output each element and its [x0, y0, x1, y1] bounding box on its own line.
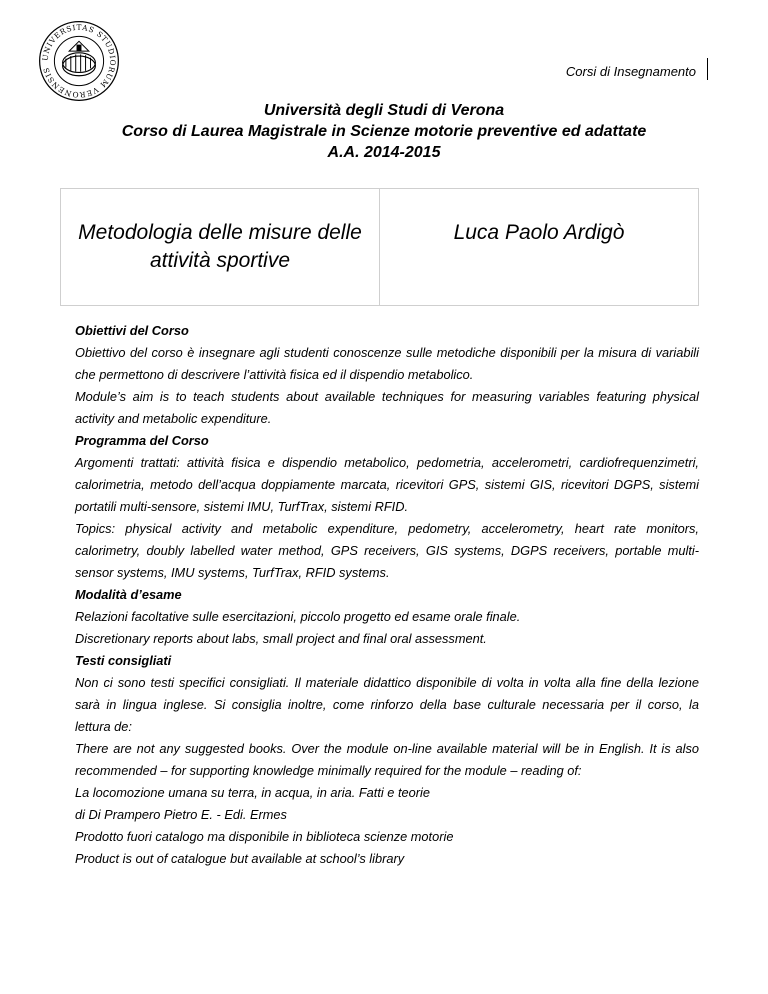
- degree-title: Corso di Laurea Magistrale in Scienze motorie preventive ed adattate: [121, 123, 647, 140]
- university-seal-logo: [38, 20, 120, 102]
- course-description: [75, 320, 699, 870]
- course-name: Metodologia delle misure delle attività sportive: [78, 221, 362, 272]
- paragraph-line: Argomenti trattati: attività fisica e dispendio metabolico, pedometria, accelerometri, cardiofrequenzimetri,: [75, 455, 699, 470]
- document-titles: [60, 100, 708, 163]
- paragraph-line: There are not any suggested books. Over the module on-line available material will be in English. It is also: [75, 741, 699, 756]
- university-title: Università degli Studi di Verona: [263, 102, 505, 119]
- paragraph-line: che permettono di descrivere l’attività fisica ed il dispendio metabolico.: [75, 367, 474, 382]
- section-heading-program: Programma del Corso: [75, 433, 209, 448]
- paragraph-line: Discretionary reports about labs, small project and final oral assessment.: [75, 631, 487, 646]
- header-divider: [707, 58, 708, 80]
- course-name-cell: [61, 189, 379, 305]
- book-note: Product is out of catalogue but available at school’s library: [75, 851, 405, 866]
- book-title: La locomozione umana su terra, in acqua, in aria. Fatti e teorie: [75, 785, 430, 800]
- teacher-name: Luca Paolo Ardigò: [453, 221, 625, 244]
- paragraph-line: recommended – for supporting knowledge minimally required for the module – reading of:: [75, 763, 582, 778]
- teacher-cell: [379, 189, 698, 305]
- paragraph-line: lettura de:: [75, 719, 132, 734]
- paragraph-line: Relazioni facoltative sulle esercitazioni, piccolo progetto ed esame orale finale.: [75, 609, 521, 624]
- paragraph-line: sarà in lingua inglese. Si consiglia inoltre, come rinforzo della base culturale necessaria per il corso, la: [75, 697, 699, 712]
- paragraph-line: calorimetria, metodo dell’acqua doppiamente marcata, ricevitori GPS, sistemi GIS, ricevitori DGPS, sistemi: [75, 477, 699, 492]
- paragraph-line: sensor systems, IMU systems, TurfTrax, RFID systems.: [75, 565, 390, 580]
- paragraph-line: Obiettivo del corso è insegnare agli studenti conoscenze sulle metodiche disponibili per la misura di variabili: [75, 345, 699, 360]
- header-label: Corsi di Insegnamento: [565, 64, 696, 79]
- book-note: Prodotto fuori catalogo ma disponibile in biblioteca scienze motorie: [75, 829, 454, 844]
- paragraph-line: portatili multi-sensore, sistemi IMU, TurfTrax, sistemi RFID.: [75, 499, 408, 514]
- paragraph-line: calorimetry, doubly labelled water method, GPS receivers, GIS systems, DGPS receivers, portable multi-: [75, 543, 699, 558]
- section-heading-objectives: Obiettivi del Corso: [75, 323, 189, 338]
- paragraph-line: Module’s aim is to teach students about available techniques for measuring variables featuring physical: [75, 389, 699, 404]
- section-heading-exam: Modalità d’esame: [75, 587, 182, 602]
- section-heading-books: Testi consigliati: [75, 653, 172, 668]
- academic-year: A.A. 2014-2015: [327, 144, 441, 161]
- paragraph-line: Non ci sono testi specifici consigliati. Il materiale didattico disponibile di volta in volta alla fine della lezione: [75, 675, 699, 690]
- course-table: [60, 188, 699, 306]
- paragraph-line: activity and metabolic expenditure.: [75, 411, 272, 426]
- book-author: di Di Prampero Pietro E. - Edi. Ermes: [75, 807, 287, 822]
- svg-text:UNIVERSITAS STUDIORUM VERONENS: UNIVERSITAS STUDIORUM VERONENSIS: [40, 22, 118, 100]
- paragraph-line: Topics: physical activity and metabolic expenditure, pedometry, accelerometry, heart rate monitors,: [75, 521, 699, 536]
